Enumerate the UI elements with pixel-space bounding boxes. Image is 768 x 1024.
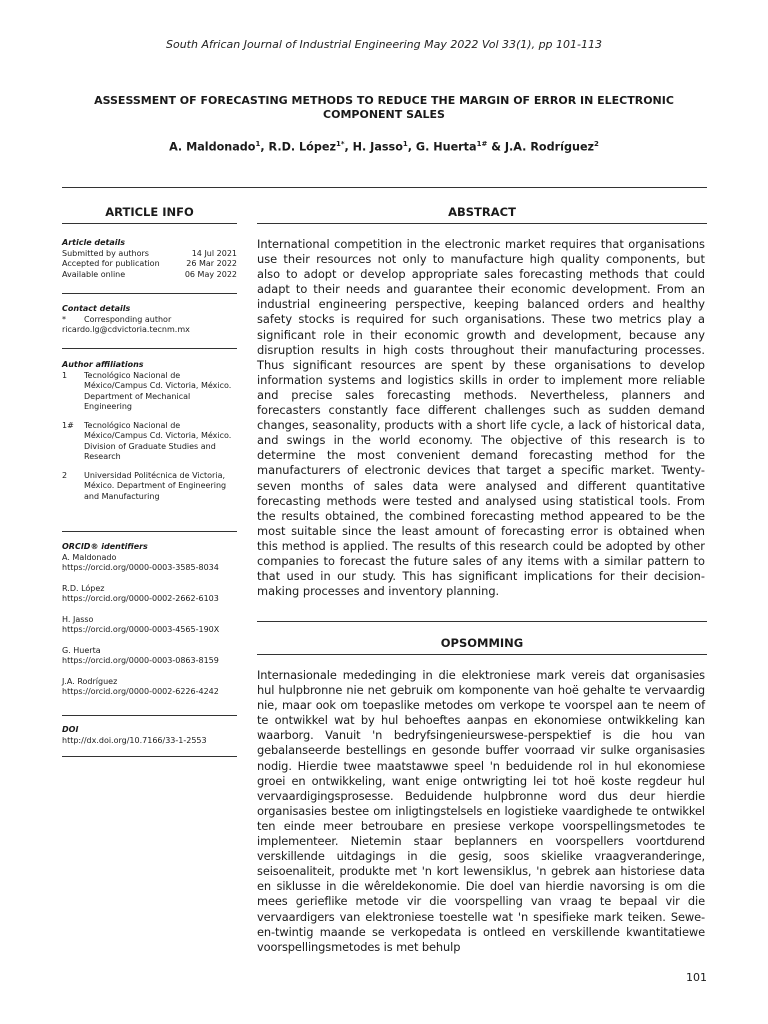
orcid-name: H. Jasso [62, 614, 94, 624]
info-divider [62, 715, 237, 716]
abstract-heading: ABSTRACT [448, 205, 516, 219]
orcid-name: A. Maldonado [62, 552, 117, 562]
abstract-divider [257, 223, 707, 224]
article-info-heading: ARTICLE INFO [105, 205, 194, 219]
author-affil-mark: 2 [594, 140, 599, 148]
doi-link[interactable]: http://dx.doi.org/10.7166/33-1-2553 [62, 735, 207, 745]
author-affil-mark: 1* [335, 140, 345, 148]
opsomming-heading: OPSOMMING [440, 636, 524, 650]
author-name: G. Huerta [415, 140, 477, 154]
orcid-name: G. Huerta [62, 645, 101, 655]
opsomming-top-divider [257, 621, 707, 622]
orcid-link[interactable]: https://orcid.org/0000-0003-3585-8034 [62, 563, 219, 572]
opsomming-divider [257, 654, 707, 655]
doi-label: DOI [62, 725, 79, 734]
journal-header: South African Journal of Industrial Engineering May 2022 Vol 33(1), pp 101-113 [166, 38, 602, 51]
header-divider [62, 187, 707, 188]
opsomming-text: Internasionale mededinging in die elektroniese mark vereis dat organisasies hul hulpbronne nie net gebruik om komponente van hoë gehalte te vervaardig nie, maar ook om toepaslike metodes om verkope te voorspel aan te neem of te ontwikkel wat by hul behoeftes aanpas en ekonomiese ontwikkeling kan waarborg. Vanuit 'n bedryfsingenieurswese-perspektief is die hou van gebalanseerde bestellings en gesonde buffer voorraad vir sulke organisasies nodig. Hierdie twee maatstawwe speel 'n beduidende rol in hul ekonomiese groei en ontwikkeling, want enige ontwrigting lei tot hoë koste regdeur hul vervaardigingsprosesse. Beduidende hulpbronne word dus deur hierdie organisasies bestee om inligtingstelsels en logistieke vaardighede te ontwikkel ten einde meer betroubare en presiese verkope voorspellingsmetodes te implementeer. Nietemin staar beplanners en voorspellers voortdurend verskillende uitdagings in die gesig, soos skielike vraagveranderinge, seisoenaliteit, produkte met 'n kort lewensiklus, 'n gebrek aan historiese data en siklusse in die wêreldekonomie. Die doel van hierdie navorsing is om die mees gerieflike metode vir die voorspelling van vraag te bepaal vir die vervaardigers van elektroniese toestelle wat 'n spesifieke mark teiken. Sewe-en-twintig maande se verkopedata is ontleed en verskillende kwantitatiewe voorspellingsmetodes is met behulp [257, 668, 705, 954]
contact-row: * Corresponding author [62, 314, 172, 324]
detail-row: Accepted for publication 26 Mar 2022 [62, 259, 237, 268]
affiliations-label: Author affiliations [62, 360, 144, 369]
affiliation-item: 2 Universidad Politécnica de Victoria, México. Department of Engineering and Manufacturing [62, 470, 227, 501]
info-divider [62, 756, 237, 757]
orcid-link[interactable]: https://orcid.org/0000-0003-0863-8159 [62, 656, 219, 665]
abstract-text: International competition in the electronic market requires that organisations use their resources not only to manufacture high quality components, but also to adopt or develop appropriate sales forecasting methods that could adapt to their needs and guarantee their economic development. From an industrial engineering perspective, keeping balanced orders and healthy safety stocks is required for such organisations. These two metrics play a significant role in their economic growth and development, because any disruption results in high costs throughout their manufacturing processes. Thus significant resources are spent by these organisations to develop information systems and logistics skills in order to implement more reliable and precise sales forecasting methods. Nevertheless, planners and forecasters constantly face different challenges such as sudden demand changes, seasonality, products with a short life cycle, a lack of historical data, and swings in the world economy. The objective of this research is to determine the most convenient demand forecasting method for the manufacturers of electronic devices that target a specific market. Twenty-seven months of sales data were analysed and different quantitative forecasting methods were tested and analysed using statistical tools. From the results obtained, the combined forecasting method appeared to be the most suitable since the least amount of forecasting error is obtained when this method is applied. The results of this research could be adopted by other companies to forecast the future sales of any items with a similar pattern to that used in our study. This has significant implications for their decision-making processes and inventory planning. [257, 237, 705, 599]
author-name: J.A. Rodríguez [504, 140, 595, 154]
detail-row: Submitted by authors 14 Jul 2021 [62, 248, 237, 258]
article-details-label: Article details [62, 238, 126, 247]
author-name: A. Maldonado [169, 140, 256, 154]
orcid-link[interactable]: https://orcid.org/0000-0003-4565-190X [62, 625, 220, 634]
author-affil-mark: 1 [255, 140, 261, 148]
author-affiliations [62, 360, 237, 502]
orcid-label: ORCID® identifiers [62, 542, 148, 551]
info-divider [62, 293, 237, 294]
author-affil-mark: 1 [402, 140, 408, 148]
orcid-name: J.A. Rodríguez [62, 676, 118, 686]
info-divider [62, 348, 237, 349]
orcid-link[interactable]: https://orcid.org/0000-0002-6226-4242 [62, 687, 219, 696]
author-affil-mark: 1# [476, 140, 488, 148]
detail-row: Available online 06 May 2022 [62, 269, 237, 279]
paper-title: ASSESSMENT OF FORECASTING METHODS TO REDUCE THE MARGIN OF ERROR IN ELECTRONIC COMPONENT SALES [94, 94, 674, 121]
author-name: H. Jasso [352, 140, 403, 154]
orcid-identifiers [62, 542, 247, 698]
page-number: 101 [686, 971, 707, 984]
author-name: R.D. López [268, 140, 336, 154]
affiliation-item: 1# Tecnológico Nacional de México/Campus Cd. Victoria, México. Division of Graduate Studies and Research [62, 420, 232, 461]
orcid-name: R.D. López [62, 583, 105, 593]
article-info-divider [62, 223, 237, 224]
doi-block [62, 725, 237, 746]
article-details [62, 238, 237, 280]
contact-details [62, 304, 237, 336]
author-list: A. Maldonado$^1$, R.D. López$^{1*}$, H. Jasso$^1$, G. Huerta$^{1\#}$ & J.A. Rodríguez$^2$ [169, 140, 599, 154]
contact-email[interactable]: ricardo.lg@cdvictoria.tecnm.mx [62, 325, 190, 334]
affiliation-item: 1 Tecnológico Nacional de México/Campus Cd. Victoria, México. Department of Mechanical Engineering [62, 370, 232, 411]
info-divider [62, 531, 237, 532]
orcid-link[interactable]: https://orcid.org/0000-0002-2662-6103 [62, 594, 219, 603]
contact-details-label: Contact details [62, 304, 131, 313]
